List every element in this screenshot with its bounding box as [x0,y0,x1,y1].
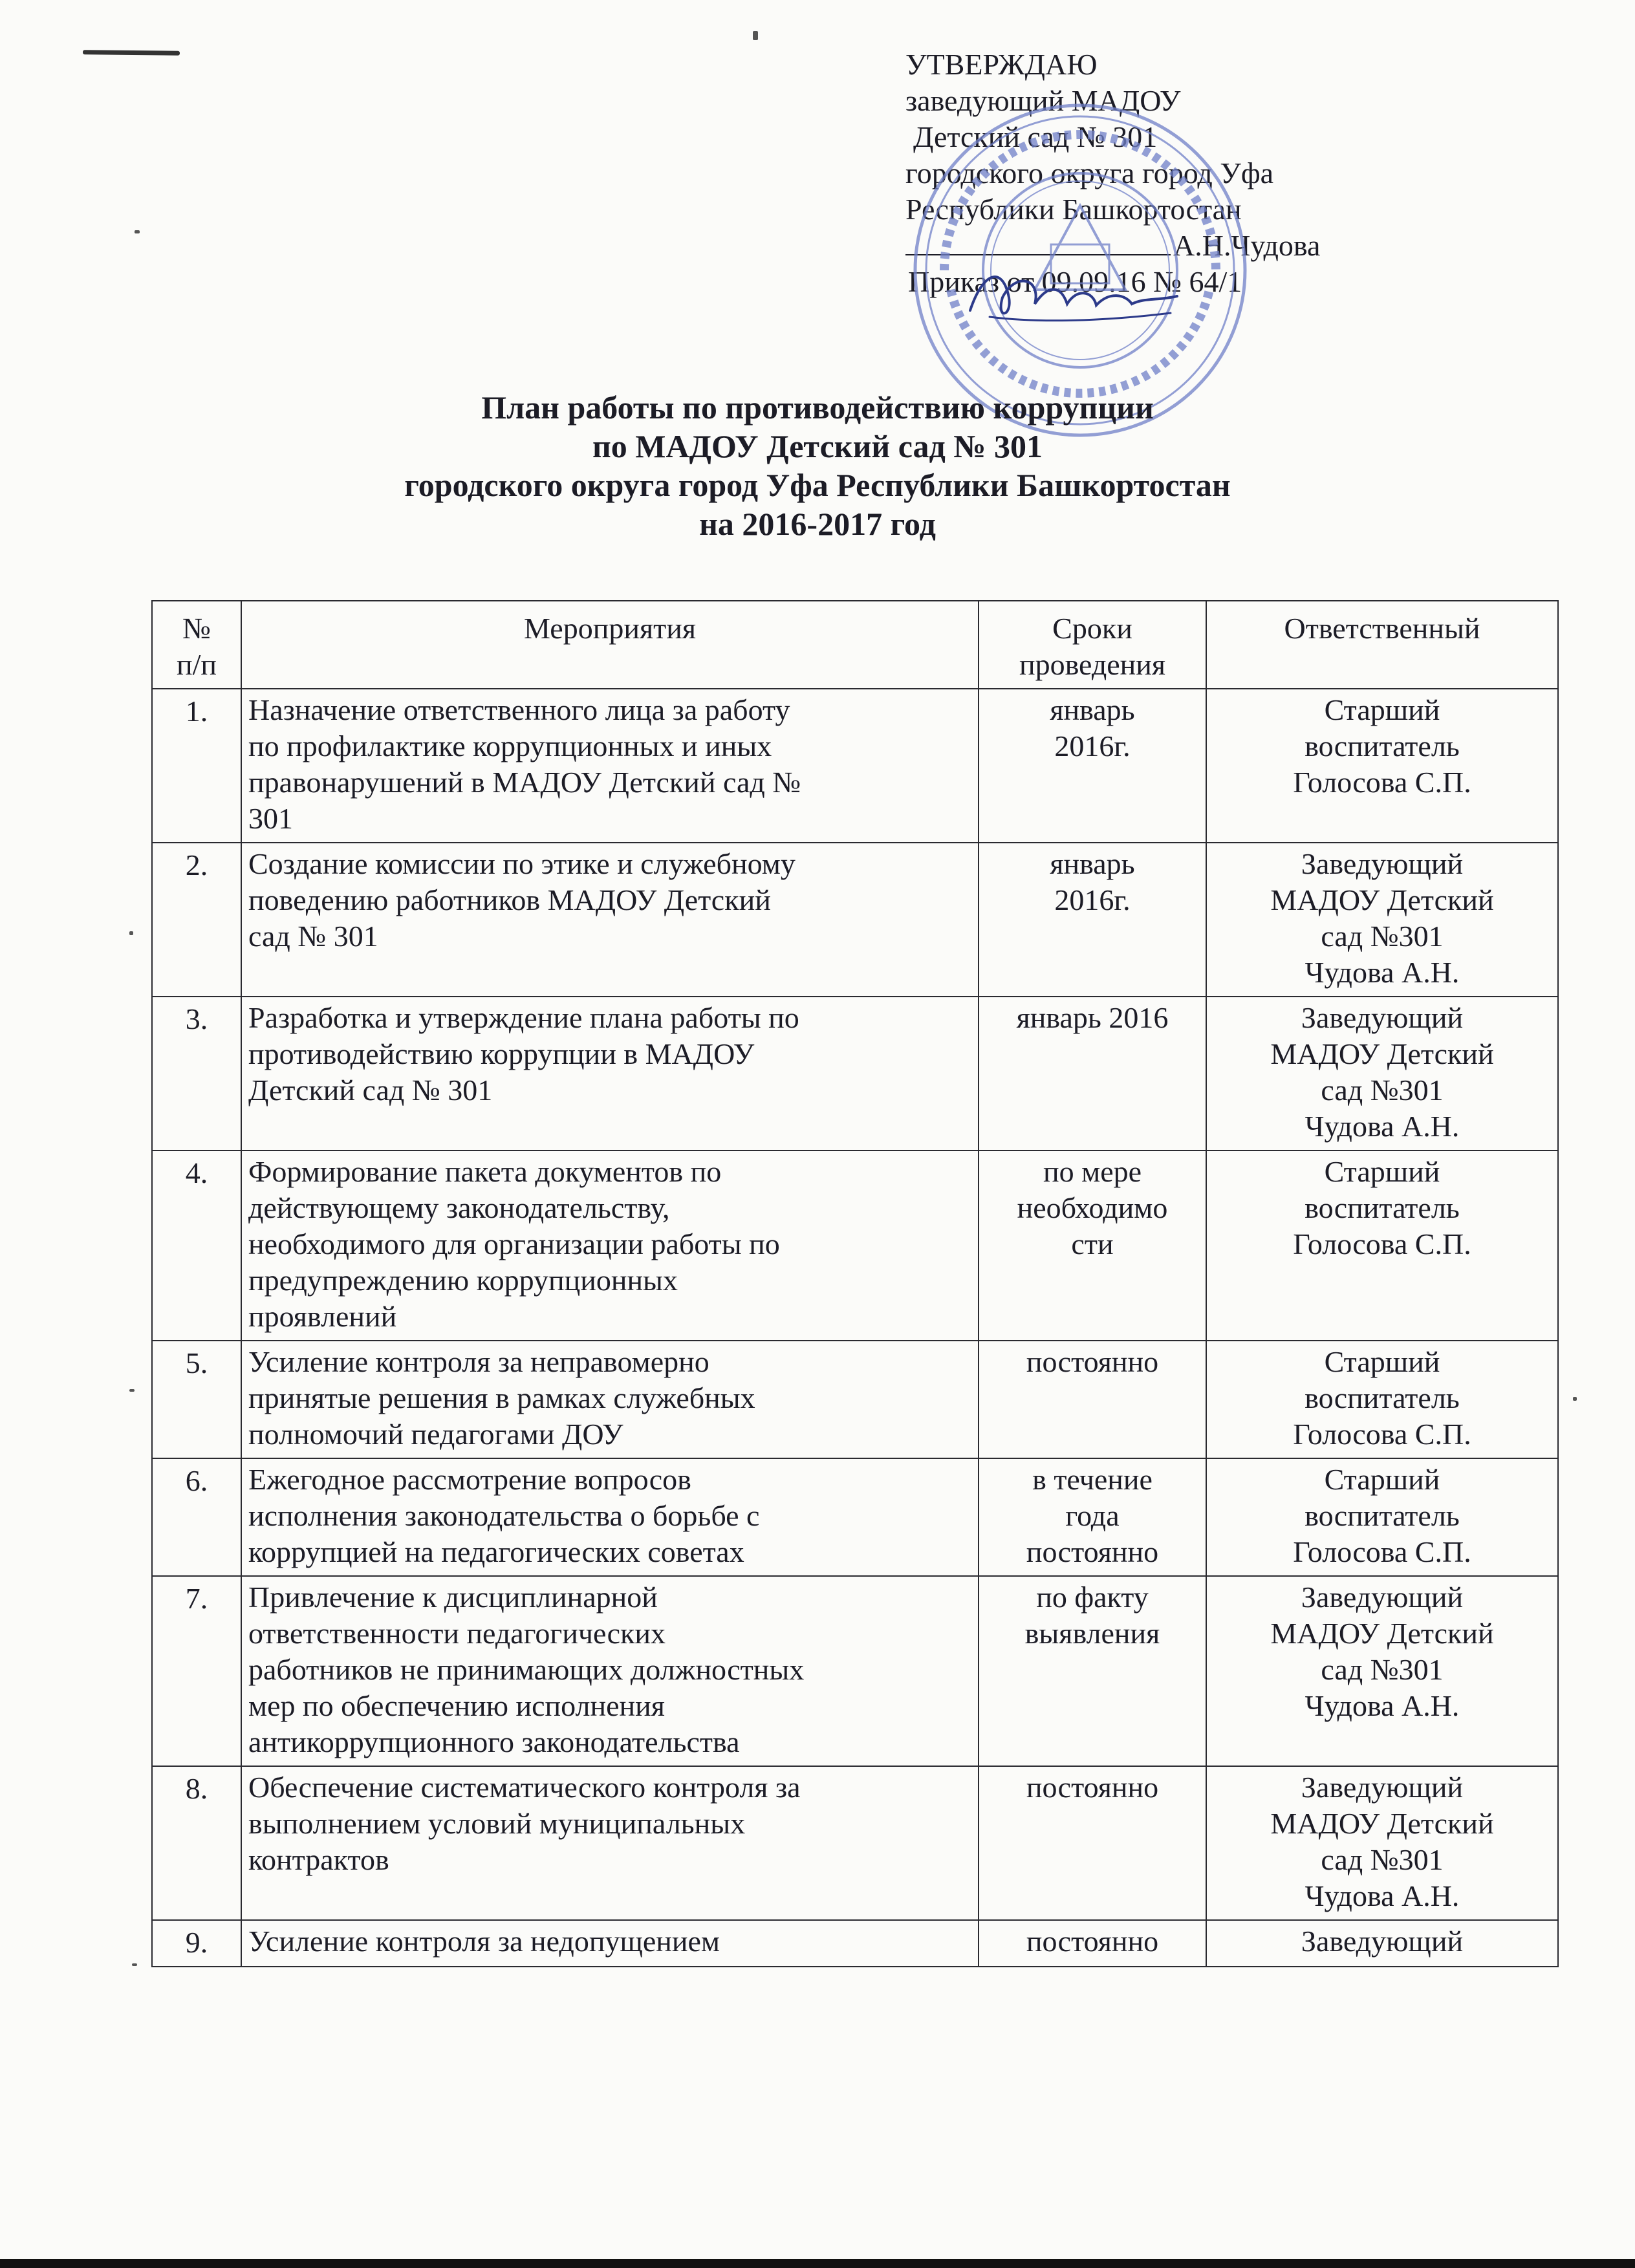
term-cell-line: сти [1071,1227,1114,1260]
responsible-cell-line: сад №301 [1321,1653,1444,1686]
term-cell-line: по факту [1036,1581,1149,1614]
row-number: 4. [152,1150,241,1341]
term-cell [979,997,1206,1150]
responsible-cell-line: Чудова А.Н. [1305,956,1460,989]
responsible-cell [1206,689,1558,843]
approval-heading: УТВЕРЖДАЮ [905,48,1098,81]
row-number: 5. [152,1341,241,1458]
responsible-cell-line: МАДОУ Детский [1270,1617,1494,1650]
header-number [152,601,241,689]
title-line: на 2016-2017 год [699,506,936,542]
term-cell [979,843,1206,997]
scan-speck [135,230,140,233]
title-line: по МАДОУ Детский сад № 301 [592,428,1043,464]
responsible-cell [1206,1576,1558,1766]
table-header-row [152,601,1558,689]
responsible-cell [1206,1920,1558,1967]
term-cell-line: 2016г. [1054,883,1131,916]
event-cell-line: Разработка и утверждение плана работы по [248,1001,799,1034]
responsible-cell-line: Старший [1324,1345,1440,1378]
event-cell-line: необходимого для организации работы по [248,1227,780,1260]
header-text: п/п [176,648,217,681]
event-cell [241,843,979,997]
responsible-cell-line: Заведующий [1301,1771,1464,1804]
scan-speck [753,31,758,40]
responsible-cell-line: сад №301 [1321,1843,1444,1876]
term-cell [979,1920,1206,1967]
responsible-cell [1206,1150,1558,1341]
term-cell-line: январь [1050,847,1135,880]
responsible-cell [1206,1458,1558,1576]
event-cell [241,1766,979,1920]
header-text: проведения [1019,648,1166,681]
term-cell [979,689,1206,843]
responsible-cell-line: Голосова С.П. [1293,766,1471,799]
event-cell-line: полномочий педагогами ДОУ [248,1418,623,1451]
responsible-cell-line: Чудова А.Н. [1305,1110,1460,1143]
responsible-cell [1206,1341,1558,1458]
term-cell-line: постоянно [1026,1535,1159,1568]
responsible-cell-line: Старший [1324,1463,1440,1496]
responsible-cell-line: воспитатель [1305,1381,1460,1414]
event-cell-line: Обеспечение систематического контроля за [248,1771,801,1804]
scan-speck [132,1963,137,1966]
table-row [152,997,1558,1150]
event-cell-line: ответственности педагогических [248,1617,666,1650]
approval-republic: Республики Башкортостан [905,193,1242,226]
responsible-cell-line: Старший [1324,1155,1440,1188]
term-cell-line: года [1065,1499,1120,1532]
responsible-cell-line: Заведующий [1301,1925,1464,1958]
header-terms [979,601,1206,689]
term-cell [979,1766,1206,1920]
event-cell-line: Усиление контроля за неправомерно [248,1345,709,1378]
header-text: Мероприятия [524,612,696,645]
responsible-cell-line: Голосова С.П. [1293,1535,1471,1568]
event-cell-line: мер по обеспечению исполнения [248,1689,665,1722]
responsible-cell-line: Заведующий [1301,1581,1464,1614]
event-cell-line: противодействию коррупции в МАДОУ [248,1037,755,1070]
event-cell-line: коррупцией на педагогических советах [248,1535,744,1568]
table-row [152,689,1558,843]
scan-speck [129,931,133,935]
title-line: План работы по противодействию коррупции [481,389,1154,426]
row-number: 7. [152,1576,241,1766]
header-text: Сроки [1052,612,1132,645]
event-cell [241,1920,979,1967]
event-cell-line: контрактов [248,1843,389,1876]
event-cell-line: проявлений [248,1300,397,1333]
row-number: 2. [152,843,241,997]
table-row [152,1150,1558,1341]
event-cell-line: Назначение ответственного лица за работу [248,693,790,726]
event-cell [241,1150,979,1341]
title-line: городского округа город Уфа Республики Башкортостан [404,467,1231,503]
term-cell [979,1576,1206,1766]
responsible-cell-line: МАДОУ Детский [1270,1037,1494,1070]
term-cell-line: постоянно [1026,1345,1159,1378]
event-cell-line: Детский сад № 301 [248,1074,493,1107]
event-cell-line: работников не принимающих должностных [248,1653,805,1686]
row-number: 3. [152,997,241,1150]
table-row [152,843,1558,997]
term-cell-line: постоянно [1026,1771,1159,1804]
event-cell-line: сад № 301 [248,920,378,953]
event-cell-line: правонарушений в МАДОУ Детский сад № [248,766,801,799]
scan-speck [129,1389,135,1392]
scan-edge [0,2259,1635,2268]
approval-order: Приказ от 09.09.16 № 64/1 [908,265,1242,298]
term-cell-line: январь 2016 [1016,1001,1169,1034]
header-text: Ответственный [1284,612,1480,645]
event-cell-line: 301 [248,802,293,835]
responsible-cell-line: Голосова С.П. [1293,1418,1471,1451]
approval-organization: Детский сад № 301 [913,120,1158,153]
event-cell-line: антикоррупционного законодательства [248,1725,740,1758]
responsible-cell-line: воспитатель [1305,1191,1460,1224]
event-cell-line: по профилактике коррупционных и иных [248,729,772,762]
event-cell-line: поведению работников МАДОУ Детский [248,883,771,916]
responsible-cell-line: Старший [1324,693,1440,726]
approval-position: заведующий МАДОУ [905,84,1181,117]
table-row [152,1920,1558,1967]
responsible-cell-line: воспитатель [1305,1499,1460,1532]
table-row [152,1341,1558,1458]
responsible-cell-line: сад №301 [1321,920,1444,953]
event-cell-line: выполнением условий муниципальных [248,1807,746,1840]
responsible-cell-line: Чудова А.Н. [1305,1879,1460,1912]
approval-signatory: А.Н.Чудова [1173,229,1321,262]
term-cell [979,1150,1206,1341]
term-cell-line: по мере [1043,1155,1142,1188]
event-cell [241,997,979,1150]
event-cell [241,1576,979,1766]
approval-city: городского округа город Уфа [905,157,1274,189]
responsible-cell [1206,997,1558,1150]
responsible-cell [1206,843,1558,997]
plan-table-body [152,689,1558,1967]
plan-table [151,600,1559,1967]
term-cell-line: выявления [1024,1617,1160,1650]
responsible-cell [1206,1766,1558,1920]
responsible-cell-line: Чудова А.Н. [1305,1689,1460,1722]
term-cell [979,1458,1206,1576]
event-cell-line: Создание комиссии по этике и служебному [248,847,796,880]
scan-speck [1573,1397,1577,1401]
event-cell-line: Формирование пакета документов по [248,1155,722,1188]
event-cell-line: предупреждению коррупционных [248,1264,678,1297]
responsible-cell-line: Голосова С.П. [1293,1227,1471,1260]
approval-block [905,47,1488,300]
term-cell [979,1341,1206,1458]
event-cell-line: Привлечение к дисциплинарной [248,1581,658,1614]
table-row [152,1458,1558,1576]
event-cell-line: действующему законодательству, [248,1191,670,1224]
scan-mark [83,50,180,56]
term-cell-line: в течение [1032,1463,1153,1496]
responsible-cell-line: воспитатель [1305,729,1460,762]
table-row [152,1576,1558,1766]
event-cell [241,689,979,843]
approval-signature-line [905,228,1488,264]
responsible-cell-line: Заведующий [1301,1001,1464,1034]
responsible-cell-line: сад №301 [1321,1074,1444,1107]
row-number: 8. [152,1766,241,1920]
event-cell [241,1341,979,1458]
document-title [0,388,1635,543]
event-cell-line: Усиление контроля за недопущением [248,1925,720,1958]
responsible-cell-line: Заведующий [1301,847,1464,880]
event-cell-line: Ежегодное рассмотрение вопросов [248,1463,691,1496]
row-number: 1. [152,689,241,843]
header-events [241,601,979,689]
term-cell-line: январь [1050,693,1135,726]
event-cell [241,1458,979,1576]
term-cell-line: 2016г. [1054,729,1131,762]
signature-rule [905,254,1171,255]
row-number: 6. [152,1458,241,1576]
event-cell-line: принятые решения в рамках служебных [248,1381,755,1414]
responsible-cell-line: МАДОУ Детский [1270,1807,1494,1840]
table-row [152,1766,1558,1920]
term-cell-line: постоянно [1026,1925,1159,1958]
event-cell-line: исполнения законодательства о борьбе с [248,1499,760,1532]
header-text: № [182,612,211,645]
header-responsible [1206,601,1558,689]
row-number: 9. [152,1920,241,1967]
responsible-cell-line: МАДОУ Детский [1270,883,1494,916]
term-cell-line: необходимо [1017,1191,1168,1224]
